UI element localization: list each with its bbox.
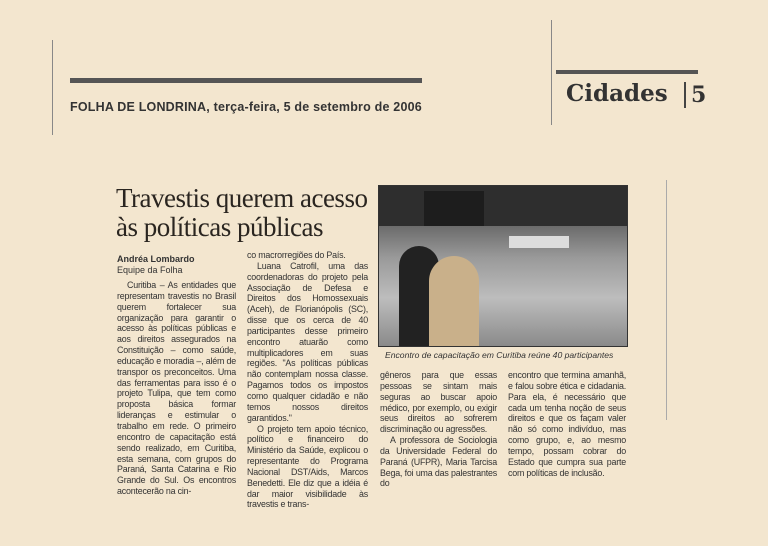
article-photo — [378, 185, 628, 347]
paragraph: co macrorregiões do País. — [247, 250, 346, 260]
paragraph: encontro que termina amanhã, e falou sobre ética e cidadania. Para ela, é necessário que cada um tenha noção de seus direitos e que os façam valer não só como indivíduo, mas como grupo, e, ao mesmo tempo, possam cobrar do Estado que cumpra sua parte com políticas de inclusão. — [508, 370, 626, 478]
byline — [117, 254, 195, 276]
dateline: FOLHA DE LONDRINA, terça-feira, 5 de setembro de 2006 — [70, 100, 422, 114]
article-column-1 — [117, 280, 236, 497]
article-column-2 — [247, 250, 368, 510]
paragraph: Curitiba – As entidades que representam travestis no Brasil querem fortalecer sua organização para garantir o acesso às políticas públicas e aos direitos assegurados na Constituição – como saúde, educação e moradia –, além de transpor os preconceitos. Uma das ferramentas para isso é o projeto Tulipa, que tem como proposta básica formar lideranças e estimular o trabalho em rede. O primeiro encontro de capacitação está sendo realizado, em Curitiba, esta semana, com grupos do Paraná, Santa Catarina e Rio Grande do Sul. Os encontros acontecerão na cin- — [117, 280, 236, 497]
paragraph: gêneros para que essas pessoas se sintam mais seguras ao buscar apoio médico, por exemplo, ou exigir seus direitos ao sofrerem discriminação ou agressões. — [380, 370, 497, 435]
paragraph: Luana Catrofil, uma das coordenadoras do projeto pela Associação de Defesa e Direitos dos Homossexuais (Aceh), de Florianópolis (SC), disse que os cerca de 40 participantes desse primeiro encontro atuarão como multiplicadores em suas regiões. "As políticas públicas não contemplam nossa classe. Pagamos todos os impostos como qualquer cidadão e não temos nossos direitos garantidos." — [247, 260, 368, 423]
section-title: Cidades — [566, 80, 668, 107]
article-column-4 — [508, 370, 626, 478]
column-divider — [551, 20, 552, 125]
paragraph: A professora de Sociologia da Universidade Federal do Paraná (UFPR), Maria Tarcisa Bega, foi uma das palestrantes do — [380, 435, 497, 489]
header-rule-right — [556, 70, 698, 74]
team: Equipe da Folha — [117, 265, 183, 275]
page-number: 5 — [684, 82, 706, 108]
paragraph: O projeto tem apoio técnico, político e financeiro do Ministério da Saúde, explicou o representante do Programa Nacional DST/Aids, Marcos Benedetti. Ele diz que a idéia é dar maior visibilidade às travestis e trans- — [247, 423, 368, 510]
column-divider — [666, 180, 667, 420]
headline: Travestis querem acesso às políticas públicas — [116, 183, 368, 242]
header-rule-left — [70, 78, 422, 83]
article-column-3 — [380, 370, 497, 489]
author: Andréa Lombardo — [117, 254, 195, 264]
photo-caption: Encontro de capacitação em Curitiba reúne 40 participantes — [385, 350, 614, 360]
column-divider — [52, 40, 53, 135]
